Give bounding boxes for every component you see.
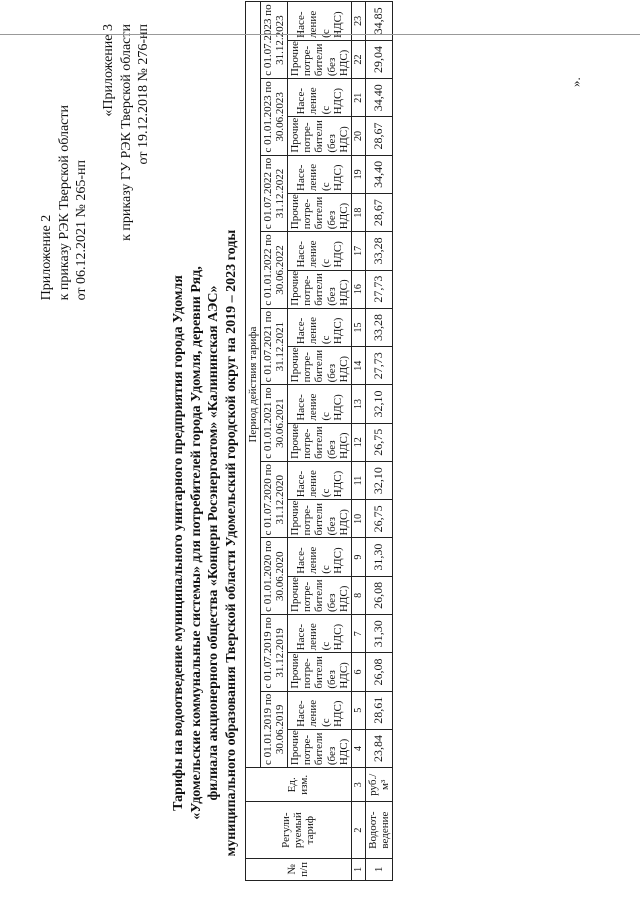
consumer-other-line: НДС): [337, 432, 350, 459]
tariff-value: 26,08: [365, 653, 392, 691]
consumer-population-line: ление: [307, 623, 320, 651]
consumer-other-line: (без: [325, 134, 338, 153]
consumer-population-line: (с: [319, 718, 332, 727]
consumer-other-line: потре-: [301, 45, 314, 77]
consumer-other-header: [288, 729, 351, 767]
consumer-other-line: бители: [313, 120, 326, 153]
consumer-population-line: НДС): [331, 87, 344, 115]
tariff-value: 34,85: [365, 2, 392, 41]
consumer-population-line: Насе-: [295, 11, 308, 38]
consumer-population-header: [288, 155, 351, 193]
period-header: с 01.01.2023 по 30.06.2023: [261, 79, 288, 156]
column-number: 12: [351, 423, 365, 461]
consumer-other-line: (без: [325, 670, 338, 689]
column-number: 10: [351, 500, 365, 538]
consumer-other-header: [288, 193, 351, 231]
consumer-other-line: НДС): [337, 355, 350, 383]
consumer-population-header: [288, 79, 351, 117]
column-number: 23: [351, 2, 365, 41]
column-number: 3: [351, 768, 365, 802]
period-header: с 01.01.2019 по 30.06.2019: [261, 691, 288, 768]
consumer-population-line: НДС): [331, 11, 344, 38]
consumer-other-line: (без: [325, 57, 338, 77]
consumer-other-line: потре-: [301, 352, 314, 383]
consumer-population-line: (с: [319, 565, 332, 574]
tariff-value: 26,08: [365, 576, 392, 614]
header-num: № п/п: [246, 858, 352, 880]
tariff-value: 31,30: [365, 538, 392, 576]
consumer-other-line: НДС): [337, 662, 350, 689]
consumer-population-line: Насе-: [295, 394, 308, 421]
consumer-other-line: (без: [325, 287, 338, 306]
consumer-other-header: [288, 576, 351, 614]
consumer-population-header: [288, 615, 351, 653]
consumer-other-line: Прочие: [289, 423, 302, 459]
consumer-other-line: Прочие: [289, 730, 302, 766]
consumer-population-line: Насе-: [295, 470, 308, 498]
consumer-other-line: (без: [325, 363, 338, 383]
title-line1: Тарифы на водоотведение муниципального унитарного предприятия города Удомля: [171, 275, 186, 811]
consumer-other-line: бители: [313, 196, 326, 230]
appendix-2-line3: от 06.12.2021 № 265-нп: [74, 159, 89, 301]
footer-divider: [0, 34, 640, 35]
consumer-population-header: [288, 385, 351, 423]
consumer-population-line: НДС): [331, 164, 344, 191]
column-number: 18: [351, 193, 365, 231]
consumer-population-line: НДС): [331, 241, 344, 268]
consumer-other-line: потре-: [301, 275, 314, 306]
consumer-other-line: бители: [313, 656, 326, 689]
column-number: 4: [351, 729, 365, 767]
table-column-numbers: [351, 2, 365, 881]
consumer-population-line: Насе-: [295, 623, 308, 651]
consumer-population-line: ление: [307, 163, 320, 191]
consumer-other-line: потре-: [301, 199, 314, 230]
row-unit: руб./м³: [365, 768, 392, 802]
appendix-3-line3: от 19.12.2018 № 276-нп: [136, 24, 151, 165]
consumer-other-line: Прочие: [289, 500, 302, 536]
consumer-population-line: Насе-: [295, 88, 308, 115]
header-tariff: Регули-руемый тариф: [246, 802, 352, 858]
tariff-value: 29,04: [365, 40, 392, 78]
column-number: 14: [351, 347, 365, 385]
consumer-other-line: бители: [313, 43, 326, 77]
title-line3: филиала акционерного общества «Концерн Росэнергоатом» «Калининская АЭС»: [206, 285, 221, 801]
consumer-other-line: НДС): [337, 202, 350, 230]
consumer-other-line: потре-: [301, 122, 314, 153]
period-header: с 01.01.2020 по 30.06.2020: [261, 538, 288, 615]
consumer-other-line: бители: [313, 273, 326, 306]
consumer-population-line: ление: [307, 393, 320, 421]
table-row: [365, 2, 392, 881]
consumer-population-line: (с: [319, 29, 332, 38]
column-number: 7: [351, 615, 365, 653]
period-header: с 01.01.2022 по 30.06.2022: [261, 232, 288, 309]
consumer-other-line: Прочие: [289, 194, 302, 230]
consumer-other-line: Прочие: [289, 347, 302, 383]
column-number: 8: [351, 576, 365, 614]
consumer-population-line: ление: [307, 699, 320, 727]
consumer-population-header: [288, 308, 351, 346]
consumer-other-line: НДС): [337, 738, 350, 766]
appendix-2-line2: к приказу РЭК Тверской области: [56, 105, 72, 301]
document-title: [170, 193, 240, 893]
consumer-other-line: бители: [313, 732, 326, 766]
consumer-other-header: [288, 500, 351, 538]
consumer-population-line: Насе-: [295, 317, 308, 345]
header-unit: Ед. изм.: [246, 768, 352, 802]
tariff-value: 26,75: [365, 423, 392, 461]
appendix-3-header: [100, 24, 153, 241]
tariff-table: [245, 1, 393, 881]
consumer-population-line: (с: [319, 641, 332, 651]
column-number: 9: [351, 538, 365, 576]
consumer-other-header: [288, 423, 351, 461]
header-period: Период действия тарифа: [246, 2, 261, 768]
consumer-other-line: (без: [325, 593, 338, 613]
column-number: 17: [351, 232, 365, 270]
tariff-value: 27,73: [365, 347, 392, 385]
consumer-population-line: ление: [307, 240, 320, 268]
consumer-other-header: [288, 117, 351, 155]
title-line4: муниципального образования Тверской области Удомельский городской округ на 2019 – 2023 годы: [223, 229, 239, 857]
consumer-other-line: потре-: [301, 505, 314, 536]
column-number: 16: [351, 270, 365, 308]
consumer-population-line: (с: [319, 412, 332, 421]
tariff-value: 33,28: [365, 232, 392, 270]
consumer-population-line: НДС): [331, 470, 344, 498]
appendix-3-line1: «Приложение 3: [101, 24, 116, 117]
consumer-other-line: Прочие: [289, 577, 302, 613]
consumer-population-line: НДС): [331, 547, 344, 574]
consumer-population-line: Насе-: [295, 241, 308, 268]
consumer-population-line: ление: [307, 10, 320, 38]
column-number: 6: [351, 653, 365, 691]
column-number: 20: [351, 117, 365, 155]
tariff-value: 33,28: [365, 308, 392, 346]
consumer-population-line: (с: [319, 105, 332, 115]
column-number: 15: [351, 308, 365, 346]
consumer-other-line: бители: [313, 579, 326, 613]
consumer-other-header: [288, 347, 351, 385]
consumer-population-line: НДС): [331, 317, 344, 345]
consumer-other-line: (без: [325, 746, 338, 766]
consumer-other-line: НДС): [337, 509, 350, 536]
consumer-population-header: [288, 538, 351, 576]
appendix-3-line2: к приказу ГУ РЭК Тверской области: [118, 24, 134, 241]
table-header-consumers: [288, 2, 351, 881]
tariff-value: 26,75: [365, 500, 392, 538]
consumer-population-line: (с: [319, 258, 332, 268]
appendix-2-header: [38, 105, 91, 300]
table-header-periods: [261, 2, 288, 881]
tariff-value: 27,73: [365, 270, 392, 308]
consumer-population-line: Насе-: [295, 700, 308, 727]
consumer-other-line: бители: [313, 502, 326, 536]
consumer-other-line: Прочие: [289, 41, 302, 77]
column-number: 21: [351, 79, 365, 117]
column-number: 13: [351, 385, 365, 423]
consumer-other-line: бители: [313, 349, 326, 383]
consumer-population-line: НДС): [331, 623, 344, 651]
consumer-population-header: [288, 691, 351, 729]
period-header: с 01.01.2021 по 30.06.2021: [261, 385, 288, 462]
consumer-population-line: (с: [319, 488, 332, 498]
consumer-other-line: НДС): [337, 279, 350, 306]
row-num: 1: [365, 858, 392, 880]
tariff-value: 23,84: [365, 729, 392, 767]
consumer-other-line: бители: [313, 426, 326, 459]
tariff-value: 28,67: [365, 117, 392, 155]
column-number: 2: [351, 802, 365, 858]
consumer-other-line: потре-: [301, 428, 314, 459]
consumer-population-header: [288, 232, 351, 270]
consumer-other-line: (без: [325, 440, 338, 459]
appendix-2-line1: Приложение 2: [39, 214, 54, 301]
tariff-value: 34,40: [365, 155, 392, 193]
tariff-value: 31,30: [365, 615, 392, 653]
title-line2: «Удомельские коммунальные системы» для потребителей города Удомля, деревни Ряд,: [188, 266, 204, 820]
period-header: с 01.07.2021 по 31.12.2021: [261, 308, 288, 385]
consumer-other-line: потре-: [301, 658, 314, 689]
consumer-other-line: (без: [325, 210, 338, 230]
consumer-population-line: (с: [319, 182, 332, 191]
consumer-population-line: ление: [307, 317, 320, 345]
consumer-other-line: НДС): [337, 585, 350, 613]
consumer-other-line: Прочие: [289, 270, 302, 306]
tariff-value: 28,67: [365, 193, 392, 231]
consumer-population-line: ление: [307, 470, 320, 498]
consumer-other-header: [288, 653, 351, 691]
consumer-population-header: [288, 461, 351, 499]
period-header: с 01.07.2023 по 31.12.2023: [261, 2, 288, 79]
consumer-other-line: НДС): [337, 126, 350, 153]
column-number: 22: [351, 40, 365, 78]
consumer-population-line: НДС): [331, 700, 344, 727]
consumer-other-line: НДС): [337, 49, 350, 77]
consumer-population-line: Насе-: [295, 164, 308, 191]
column-number: 19: [351, 155, 365, 193]
consumer-population-line: Насе-: [295, 547, 308, 574]
tariff-value: 32,10: [365, 461, 392, 499]
column-number: 11: [351, 461, 365, 499]
table-header-row-1: [246, 2, 261, 881]
consumer-other-line: Прочие: [289, 117, 302, 153]
period-header: с 01.07.2019 по 31.12.2019: [261, 615, 288, 692]
consumer-population-line: НДС): [331, 394, 344, 421]
consumer-other-line: (без: [325, 517, 338, 536]
consumer-other-line: Прочие: [289, 653, 302, 689]
consumer-other-header: [288, 40, 351, 78]
consumer-other-header: [288, 270, 351, 308]
closing-mark: ».: [568, 77, 583, 87]
consumer-population-line: (с: [319, 335, 332, 345]
tariff-value: 28,61: [365, 691, 392, 729]
tariff-value: 34,40: [365, 79, 392, 117]
column-number: 5: [351, 691, 365, 729]
consumer-other-line: потре-: [301, 581, 314, 613]
column-number: 1: [351, 858, 365, 880]
period-header: с 01.07.2020 по 31.12.2020: [261, 461, 288, 538]
tariff-value: 32,10: [365, 385, 392, 423]
period-header: с 01.07.2022 по 31.12.2022: [261, 155, 288, 232]
consumer-other-line: потре-: [301, 734, 314, 766]
row-tariff: Водоот-ведение: [365, 802, 392, 858]
consumer-population-line: ление: [307, 546, 320, 574]
consumer-population-line: ление: [307, 87, 320, 115]
